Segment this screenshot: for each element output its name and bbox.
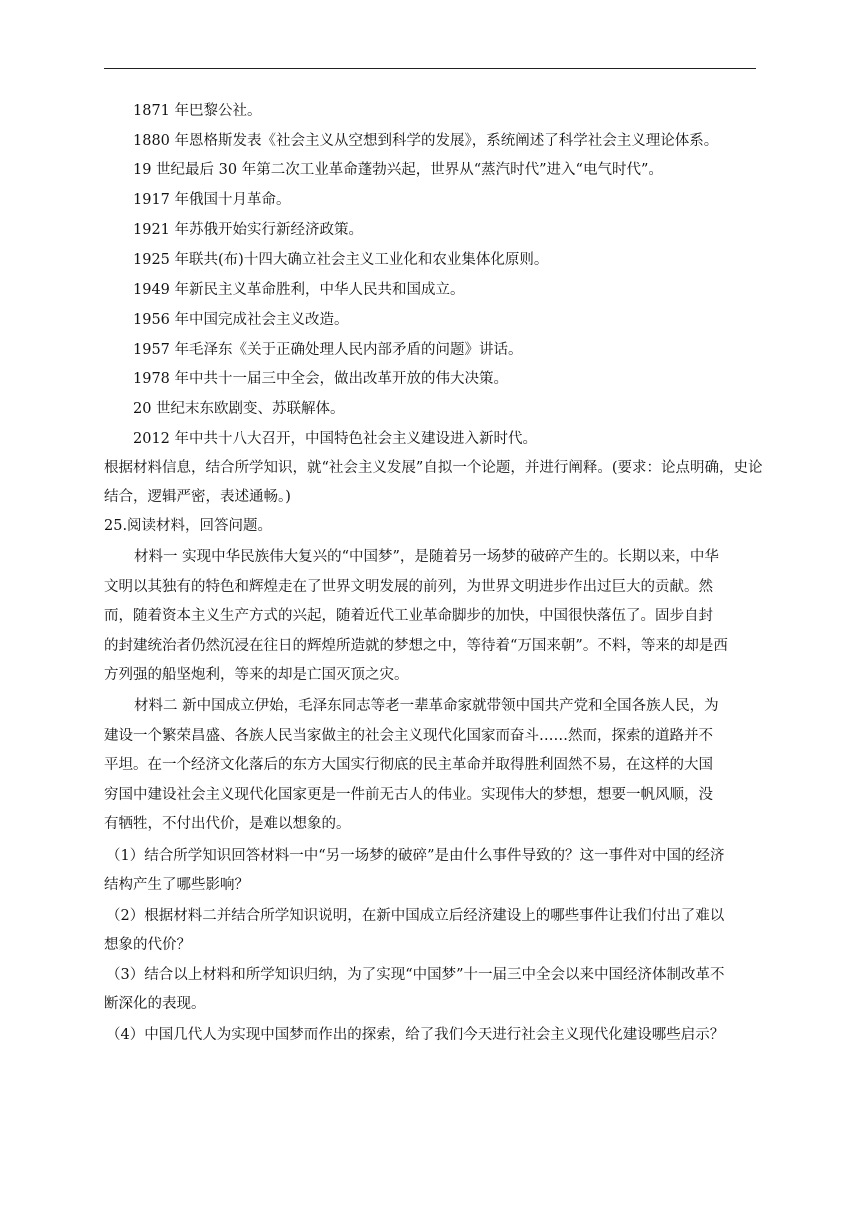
header-rule <box>104 68 756 69</box>
question-title: 25.阅读材料，回答问题。 <box>104 518 273 534</box>
essay-instruction-line: 根据材料信息，结合所学知识，就“社会主义发展”自拟一个论题，并进行阐释。(要求：论点明确，史论 <box>104 460 763 476</box>
timeline-item: 1871 年巴黎公社。 <box>133 103 262 119</box>
sub-question-3: 断深化的表现。 <box>104 996 206 1012</box>
material-one-line: 而，随着资本主义生产方式的兴起，随着近代工业革命脚步的加快，中国很快落伍了。固步自封 <box>104 608 713 624</box>
timeline-item: 1925 年联共(布)十四大确立社会主义工业化和农业集体化原则。 <box>133 252 549 268</box>
timeline-item: 20 世纪末东欧剧变、苏联解体。 <box>133 401 345 417</box>
timeline-item: 19 世纪最后 30 年第二次工业革命蓬勃兴起，世界从“蒸汽时代”进入“电气时代”。 <box>133 162 663 178</box>
timeline-item: 2012 年中共十八大召开，中国特色社会主义建设进入新时代。 <box>133 431 538 447</box>
material-two-line: 平坦。在一个经济文化落后的东方大国实行彻底的民主革命并取得胜利固然不易，在这样的大国 <box>104 757 713 773</box>
essay-instruction-line: 结合，逻辑严密，表述通畅。) <box>104 489 291 505</box>
material-one-line: 文明以其独有的特色和辉煌走在了世界文明发展的前列，为世界文明进步作出过巨大的贡献。然 <box>104 579 713 595</box>
timeline-item: 1880 年恩格斯发表《社会主义从空想到科学的发展》，系统阐述了科学社会主义理论体系。 <box>133 133 719 149</box>
timeline-item: 1917 年俄国十月革命。 <box>133 192 291 208</box>
sub-question-2: 想象的代价？ <box>104 937 191 953</box>
material-one-line: 的封建统治者仍然沉浸在往日的辉煌所造就的梦想之中，等待着“万国来朝”。不料，等来的却是西 <box>104 638 728 654</box>
sub-question-4: （4）中国几代人为实现中国梦而作出的探索，给了我们今天进行社会主义现代化建设哪些启示？ <box>106 1027 725 1043</box>
sub-question-2: （2）根据材料二并结合所学知识说明，在新中国成立后经济建设上的哪些事件让我们付出了难以 <box>106 908 725 924</box>
sub-question-3: （3）结合以上材料和所学知识归纳，为了实现“中国梦”十一届三中全会以来中国经济体制改革不 <box>106 967 725 983</box>
material-two-line: 材料二 新中国成立伊始，毛泽东同志等老一辈革命家就带领中国共产党和全国各族人民，为 <box>134 698 719 714</box>
timeline-item: 1956 年中国完成社会主义改造。 <box>133 312 349 328</box>
timeline-item: 1921 年苏俄开始实行新经济政策。 <box>133 222 364 238</box>
sub-question-1: 结构产生了哪些影响？ <box>104 877 249 893</box>
sub-question-1: （1）结合所学知识回答材料一中“另一场梦的破碎”是由什么事件导致的？这一事件对中国的经济 <box>106 848 725 864</box>
material-two-line: 建设一个繁荣昌盛、各族人民当家做主的社会主义现代化国家而奋斗……然而，探索的道路并不 <box>104 728 713 744</box>
material-two-line: 有牺牲，不付出代价，是难以想象的。 <box>104 816 351 832</box>
timeline-item: 1957 年毛泽东《关于正确处理人民内部矛盾的问题》讲话。 <box>133 342 523 358</box>
timeline-item: 1949 年新民主义革命胜利，中华人民共和国成立。 <box>133 282 465 298</box>
material-one-line: 材料一 实现中华民族伟大复兴的“中国梦”，是随着另一场梦的破碎产生的。长期以来，中华 <box>134 549 719 565</box>
timeline-item: 1978 年中共十一届三中全会，做出改革开放的伟大决策。 <box>133 371 509 387</box>
material-two-line: 穷国中建设社会主义现代化国家更是一件前无古人的伟业。实现伟大的梦想，想要一帆风顺，没 <box>104 787 713 803</box>
material-one-line: 方列强的船坚炮利，等来的却是亡国灭顶之灾。 <box>104 667 409 683</box>
